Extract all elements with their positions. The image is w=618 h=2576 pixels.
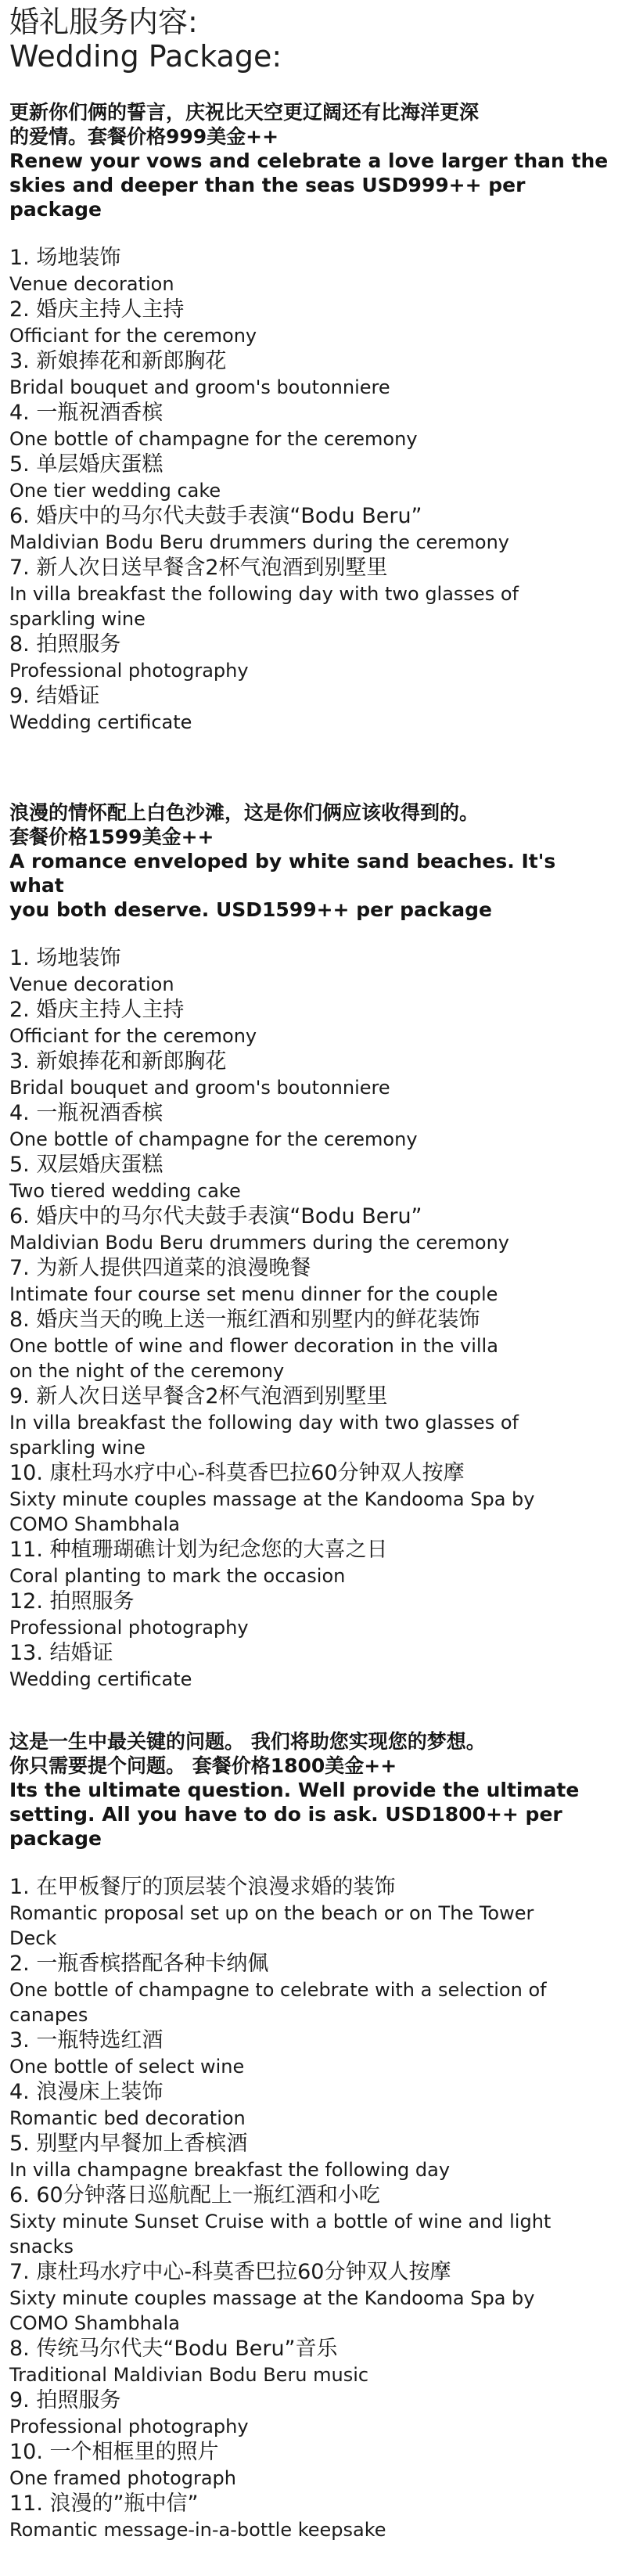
list-item <box>9 945 612 997</box>
package-item-list <box>9 1874 612 2542</box>
list-item-en: In villa breakfast the following day with two glasses of sparkling wine <box>9 1412 519 1459</box>
list-item-en: One bottle of wine and flower decoration in the villa on the night of the ceremony <box>9 1335 498 1382</box>
list-item <box>9 1152 612 1203</box>
package-1800 <box>9 1729 612 2542</box>
list-item-en: Venue decoration <box>9 273 174 295</box>
list-item-en: Professional photography <box>9 2416 249 2437</box>
list-item <box>9 2027 612 2079</box>
list-item-en: Romantic proposal set up on the beach or on The Tower Deck <box>9 1902 534 1949</box>
list-item-zh: 9. 新人次日送早餐含2杯气泡酒到别墅里 <box>9 1384 388 1409</box>
package-intro-zh: 这是一生中最关键的问题。 我们将助您实现您的梦想。 你只需要提个问题。 套餐价格1800美金++ <box>9 1730 486 1777</box>
list-item-zh: 6. 60分钟落日巡航配上一瓶红酒和小吃 <box>9 2183 380 2207</box>
list-item-en: Bridal bouquet and groom's boutonniere <box>9 1077 390 1099</box>
list-item-zh: 10. 一个相框里的照片 <box>9 2440 219 2464</box>
list-item <box>9 2079 612 2131</box>
list-item-en: Romantic message-in-a-bottle keepsake <box>9 2519 386 2541</box>
list-item-en: Romantic bed decoration <box>9 2107 246 2129</box>
list-item-zh: 6. 婚庆中的马尔代夫鼓手表演“Bodu Beru” <box>9 504 422 528</box>
list-item <box>9 1588 612 1640</box>
list-item-en: Professional photography <box>9 660 249 682</box>
list-item <box>9 348 612 400</box>
page-title-zh: 婚礼服务内容: <box>9 5 198 39</box>
list-item-en: Sixty minute couples massage at the Kandooma Spa by COMO Shambhala <box>9 1488 535 1535</box>
list-item-zh: 5. 单层婚庆蛋糕 <box>9 452 163 477</box>
list-item-zh: 2. 一瓶香槟搭配各种卡纳佩 <box>9 1952 269 1976</box>
list-item <box>9 297 612 348</box>
list-item-zh: 3. 新娘捧花和新郎胸花 <box>9 349 227 373</box>
package-intro-en: Renew your vows and celebrate a love larger than the skies and deeper than the seas USD999++ per package <box>9 149 609 221</box>
package-intro-en: A romance enveloped by white sand beaches. It's what you both deserve. USD1599++ per package <box>9 850 556 921</box>
list-item <box>9 1100 612 1152</box>
list-item <box>9 2259 612 2336</box>
list-item-zh: 1. 场地装饰 <box>9 246 121 270</box>
list-item-zh: 2. 婚庆主持人主持 <box>9 297 185 322</box>
list-item-en: One framed photograph <box>9 2467 237 2489</box>
list-item-en: One bottle of champagne for the ceremony <box>9 1128 418 1150</box>
list-item-zh: 11. 浪漫的”瓶中信” <box>9 2491 199 2516</box>
list-item-zh: 6. 婚庆中的马尔代夫鼓手表演“Bodu Beru” <box>9 1204 422 1229</box>
package-intro-en: Its the ultimate question. Well provide the ultimate setting. All you have to do is ask. USD1800++ per package <box>9 1779 580 1850</box>
page-title-en: Wedding Package: <box>9 39 282 74</box>
list-item-zh: 4. 一瓶祝酒香槟 <box>9 401 163 425</box>
list-item <box>9 1537 612 1588</box>
list-item-zh: 11. 种植珊瑚礁计划为纪念您的大喜之日 <box>9 1538 388 1562</box>
list-item-en: One tier wedding cake <box>9 480 221 502</box>
list-item-zh: 7. 康杜玛水疗中心-科莫香巴拉60分钟双人按摩 <box>9 2260 451 2284</box>
list-item-en: One bottle of champagne to celebrate with a selection of canapes <box>9 1979 547 2026</box>
list-item-en: Two tiered wedding cake <box>9 1180 241 1202</box>
page-title <box>9 5 618 74</box>
list-item <box>9 2491 612 2542</box>
list-item-en: One bottle of select wine <box>9 2056 245 2078</box>
list-item-en: Officiant for the ceremony <box>9 325 257 347</box>
list-item-zh: 2. 婚庆主持人主持 <box>9 998 185 1022</box>
list-item-zh: 8. 传统马尔代夫“Bodu Beru”音乐 <box>9 2337 338 2361</box>
list-item <box>9 452 612 503</box>
list-item <box>9 400 612 452</box>
list-item-en: Traditional Maldivian Bodu Beru music <box>9 2364 369 2386</box>
list-item-en: Coral planting to mark the occasion <box>9 1565 346 1587</box>
list-item-zh: 3. 一瓶特选红酒 <box>9 2028 163 2053</box>
list-item <box>9 1383 612 1460</box>
list-item <box>9 2131 612 2182</box>
list-item <box>9 997 612 1049</box>
list-item-en: Intimate four course set menu dinner for the couple <box>9 1283 498 1305</box>
list-item-en: Wedding certificate <box>9 1668 192 1690</box>
list-item-zh: 4. 一瓶祝酒香槟 <box>9 1101 163 1125</box>
list-item-zh: 9. 拍照服务 <box>9 2388 121 2412</box>
list-item-en: In villa breakfast the following day with two glasses of sparkling wine <box>9 583 519 630</box>
list-item-zh: 12. 拍照服务 <box>9 1589 135 1614</box>
list-item <box>9 245 612 297</box>
list-item-zh: 4. 浪漫床上装饰 <box>9 2080 163 2104</box>
list-item-zh: 8. 拍照服务 <box>9 632 121 657</box>
list-item-en: Sixty minute Sunset Cruise with a bottle of wine and light snacks <box>9 2211 552 2258</box>
list-item <box>9 1255 612 1307</box>
list-item <box>9 631 612 683</box>
list-item <box>9 555 612 631</box>
list-item-zh: 1. 场地装饰 <box>9 946 121 970</box>
list-item-en: Wedding certificate <box>9 711 192 733</box>
list-item-en: Professional photography <box>9 1617 249 1639</box>
list-item <box>9 2387 612 2439</box>
list-item <box>9 503 612 555</box>
list-item <box>9 2336 612 2387</box>
list-item-en: One bottle of champagne for the ceremony <box>9 428 418 450</box>
list-item-en: Maldivian Bodu Beru drummers during the ceremony <box>9 531 510 553</box>
list-item <box>9 2182 612 2259</box>
list-item-zh: 7. 为新人提供四道菜的浪漫晚餐 <box>9 1256 311 1280</box>
package-999 <box>9 100 612 735</box>
list-item-zh: 5. 双层婚庆蛋糕 <box>9 1153 163 1177</box>
list-item-zh: 1. 在甲板餐厅的顶层装个浪漫求婚的装饰 <box>9 1875 396 1899</box>
list-item <box>9 1874 612 1951</box>
package-intro-zh: 浪漫的情怀配上白色沙滩，这是你们俩应该收得到的。 套餐价格1599美金++ <box>9 801 480 848</box>
list-item-zh: 8. 婚庆当天的晚上送一瓶红酒和别墅内的鲜花装饰 <box>9 1308 480 1332</box>
list-item <box>9 1951 612 2027</box>
list-item-en: Sixty minute couples massage at the Kandooma Spa by COMO Shambhala <box>9 2287 535 2334</box>
list-item <box>9 1460 612 1537</box>
list-item-zh: 5. 别墅内早餐加上香槟酒 <box>9 2132 248 2156</box>
list-item-en: In villa champagne breakfast the following day <box>9 2159 451 2181</box>
list-item <box>9 1307 612 1383</box>
list-item-zh: 9. 结婚证 <box>9 684 100 708</box>
package-item-list <box>9 245 612 735</box>
list-item <box>9 1203 612 1255</box>
list-item-en: Bridal bouquet and groom's boutonniere <box>9 376 390 398</box>
list-item-en: Maldivian Bodu Beru drummers during the ceremony <box>9 1232 510 1254</box>
list-item-zh: 3. 新娘捧花和新郎胸花 <box>9 1049 227 1074</box>
list-item-zh: 13. 结婚证 <box>9 1641 113 1665</box>
list-item-zh: 10. 康杜玛水疗中心-科莫香巴拉60分钟双人按摩 <box>9 1461 465 1485</box>
list-item-en: Venue decoration <box>9 973 174 995</box>
list-item <box>9 683 612 735</box>
list-item-zh: 7. 新人次日送早餐含2杯气泡酒到别墅里 <box>9 556 388 580</box>
list-item <box>9 1640 612 1692</box>
package-1599 <box>9 801 612 1692</box>
package-item-list <box>9 945 612 1692</box>
list-item <box>9 2439 612 2491</box>
package-intro-zh: 更新你们俩的誓言，庆祝比天空更辽阔还有比海洋更深 的爱情。套餐价格999美金++ <box>9 101 480 148</box>
list-item-en: Officiant for the ceremony <box>9 1025 257 1047</box>
list-item <box>9 1049 612 1100</box>
